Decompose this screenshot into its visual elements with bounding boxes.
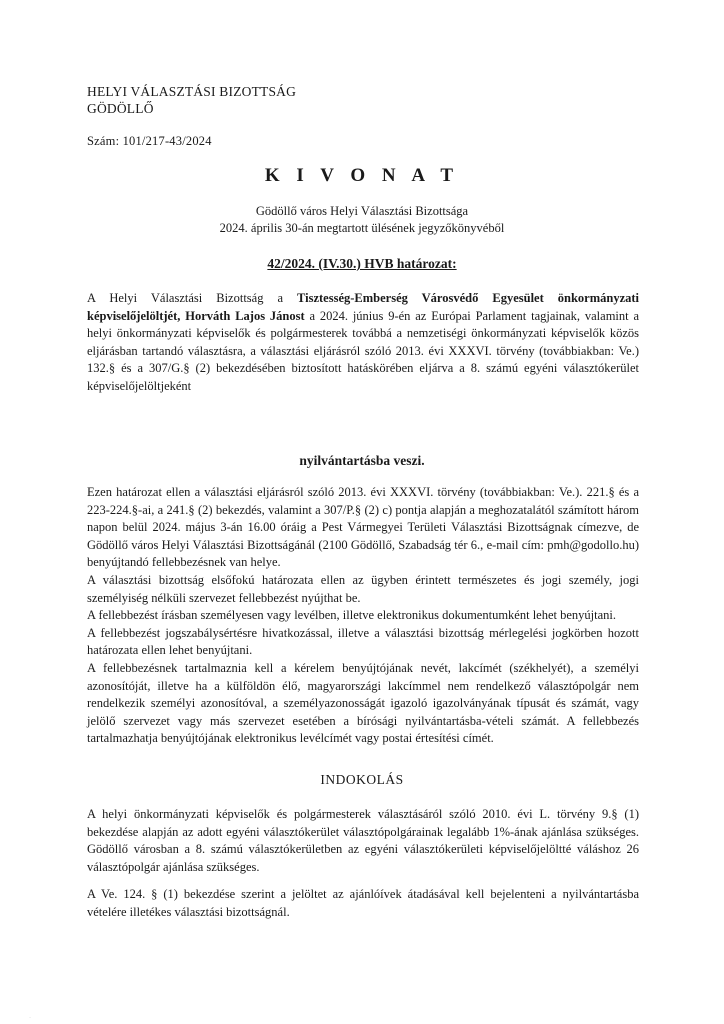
subtitle-line-1: Gödöllő város Helyi Választási Bizottsága bbox=[255, 204, 469, 218]
remedy-paragraph: A fellebbezést jogszabálysértésre hivatkozással, illetve a választási bizottság mérlegelési jogkörben hozott határozata ellen lehet benyújtani. bbox=[87, 625, 639, 658]
scan-mark: · bbox=[28, 1014, 32, 1022]
intro-paragraph bbox=[87, 290, 639, 396]
remedy-paragraph: Ezen határozat ellen a választási eljárásról szóló 2013. évi XXXVI. törvény (továbbiakban: Ve.). 221.§ és a 223-224.§-ai, a 241.§ (2) bekezdés, valamint a 307/P.§ (2) c) pontja alapján a meghozatalától számított három napon belül 2024. május 3-án 16.00 óráig a Pest Vármegyei Területi Választási Bizottságnak címezve, de Gödöllő város Helyi Választási Bizottságánál (2100 Gödöllő, Szabadság tér 6., e-mail cím: pmh@godollo.hu) benyújtandó fellebbezésnek van helye. bbox=[87, 485, 639, 570]
reasoning-paragraph-2: A Ve. 124. § (1) bekezdése szerint a jelöltet az ajánlóívek átadásával kell bejelenteni a nyilvántartásba vételére illetékes választási bizottságnál. bbox=[87, 887, 639, 919]
candidate-organisation: Tisztesség-Emberség Városvédő Egyesület önkormányzati képviselőjelöltjét, bbox=[87, 291, 639, 323]
intro-text-1: A Helyi Választási Bizottság a bbox=[87, 291, 298, 305]
reasoning-paragraph-1: A helyi önkormányzati képviselők és polgármesterek választásáról szóló 2010. évi L. törvény 9.§ (1) bekezdése alapján az adott egyéni választókerület választópolgárainak legalább 1%-ának ajánlása szükséges. Gödöllő városban a 8. számú választókerületben az egyéni választókerületi képviselőjelöltté váláshoz 26 választópolgár ajánlása szükséges. bbox=[87, 807, 639, 874]
document-title: K I V O N A T bbox=[264, 165, 460, 186]
remedy-paragraph: A fellebbezést írásban személyesen vagy levélben, illetve elektronikus dokumentumként lehet benyújtani. bbox=[87, 608, 616, 623]
legal-remedy-section bbox=[87, 484, 639, 748]
resolution-number-wrap bbox=[0, 255, 724, 273]
remedy-paragraph: A választási bizottság elsőfokú határozata ellen az ügyben érintett természetes és jogi személy, jogi személyiség nélküli szervezet fellebbezést nyújthat be. bbox=[87, 572, 639, 605]
remedy-paragraph: A fellebbezésnek tartalmaznia kell a kérelem benyújtójának nevét, lakcímét (székhelyét), a személyi azonosítóját, illetve ha a külföldön élő, magyarországi lakcímmel nem rendelkező választópolgár nem rendelkezik személyi azonosítóval, a személyazonosságát igazoló igazolványának típusát és számát, vagy jelölő szervezet vagy más szervezet esetében a bírósági nyilvántartásba-vételi számát. A fellebbezés tartalmazhatja benyújtójának elektronikus levélcímét vagy postai értesítési címét. bbox=[87, 660, 639, 746]
resolution-number: 42/2024. (IV.30.) HVB határozat: bbox=[267, 256, 457, 271]
reference-number: Szám: 101/217-43/2024 bbox=[87, 134, 212, 148]
decision-statement: nyilvántartásba veszi. bbox=[299, 453, 425, 468]
org-name: HELYI VÁLASZTÁSI BIZOTTSÁG bbox=[87, 84, 297, 99]
section-heading: INDOKOLÁS bbox=[320, 772, 404, 787]
intro-text-3: a 2024. június 9-én az Európai Parlament tagjainak, valamint a helyi önkormányzati képviselők és polgármesterek továbbá a nemzetiségi önkormányzati képviselők közös eljárásban tartandó választásra, a választási eljárásról szóló 2013. évi XXXVI. törvény (továbbiakban: Ve.) 132.§ és a 307/G.§ (2) bekezdésében biztosított hatáskörében eljárva a 8. számú egyéni választókerület képviselőjelöltjeként bbox=[87, 308, 640, 393]
candidate-name: Horváth Lajos Jánost bbox=[185, 308, 305, 323]
org-city: GÖDÖLLŐ bbox=[87, 101, 154, 116]
subtitle-line-2: 2024. április 30-án megtartott ülésének jegyzőkönyvéből bbox=[219, 221, 505, 235]
